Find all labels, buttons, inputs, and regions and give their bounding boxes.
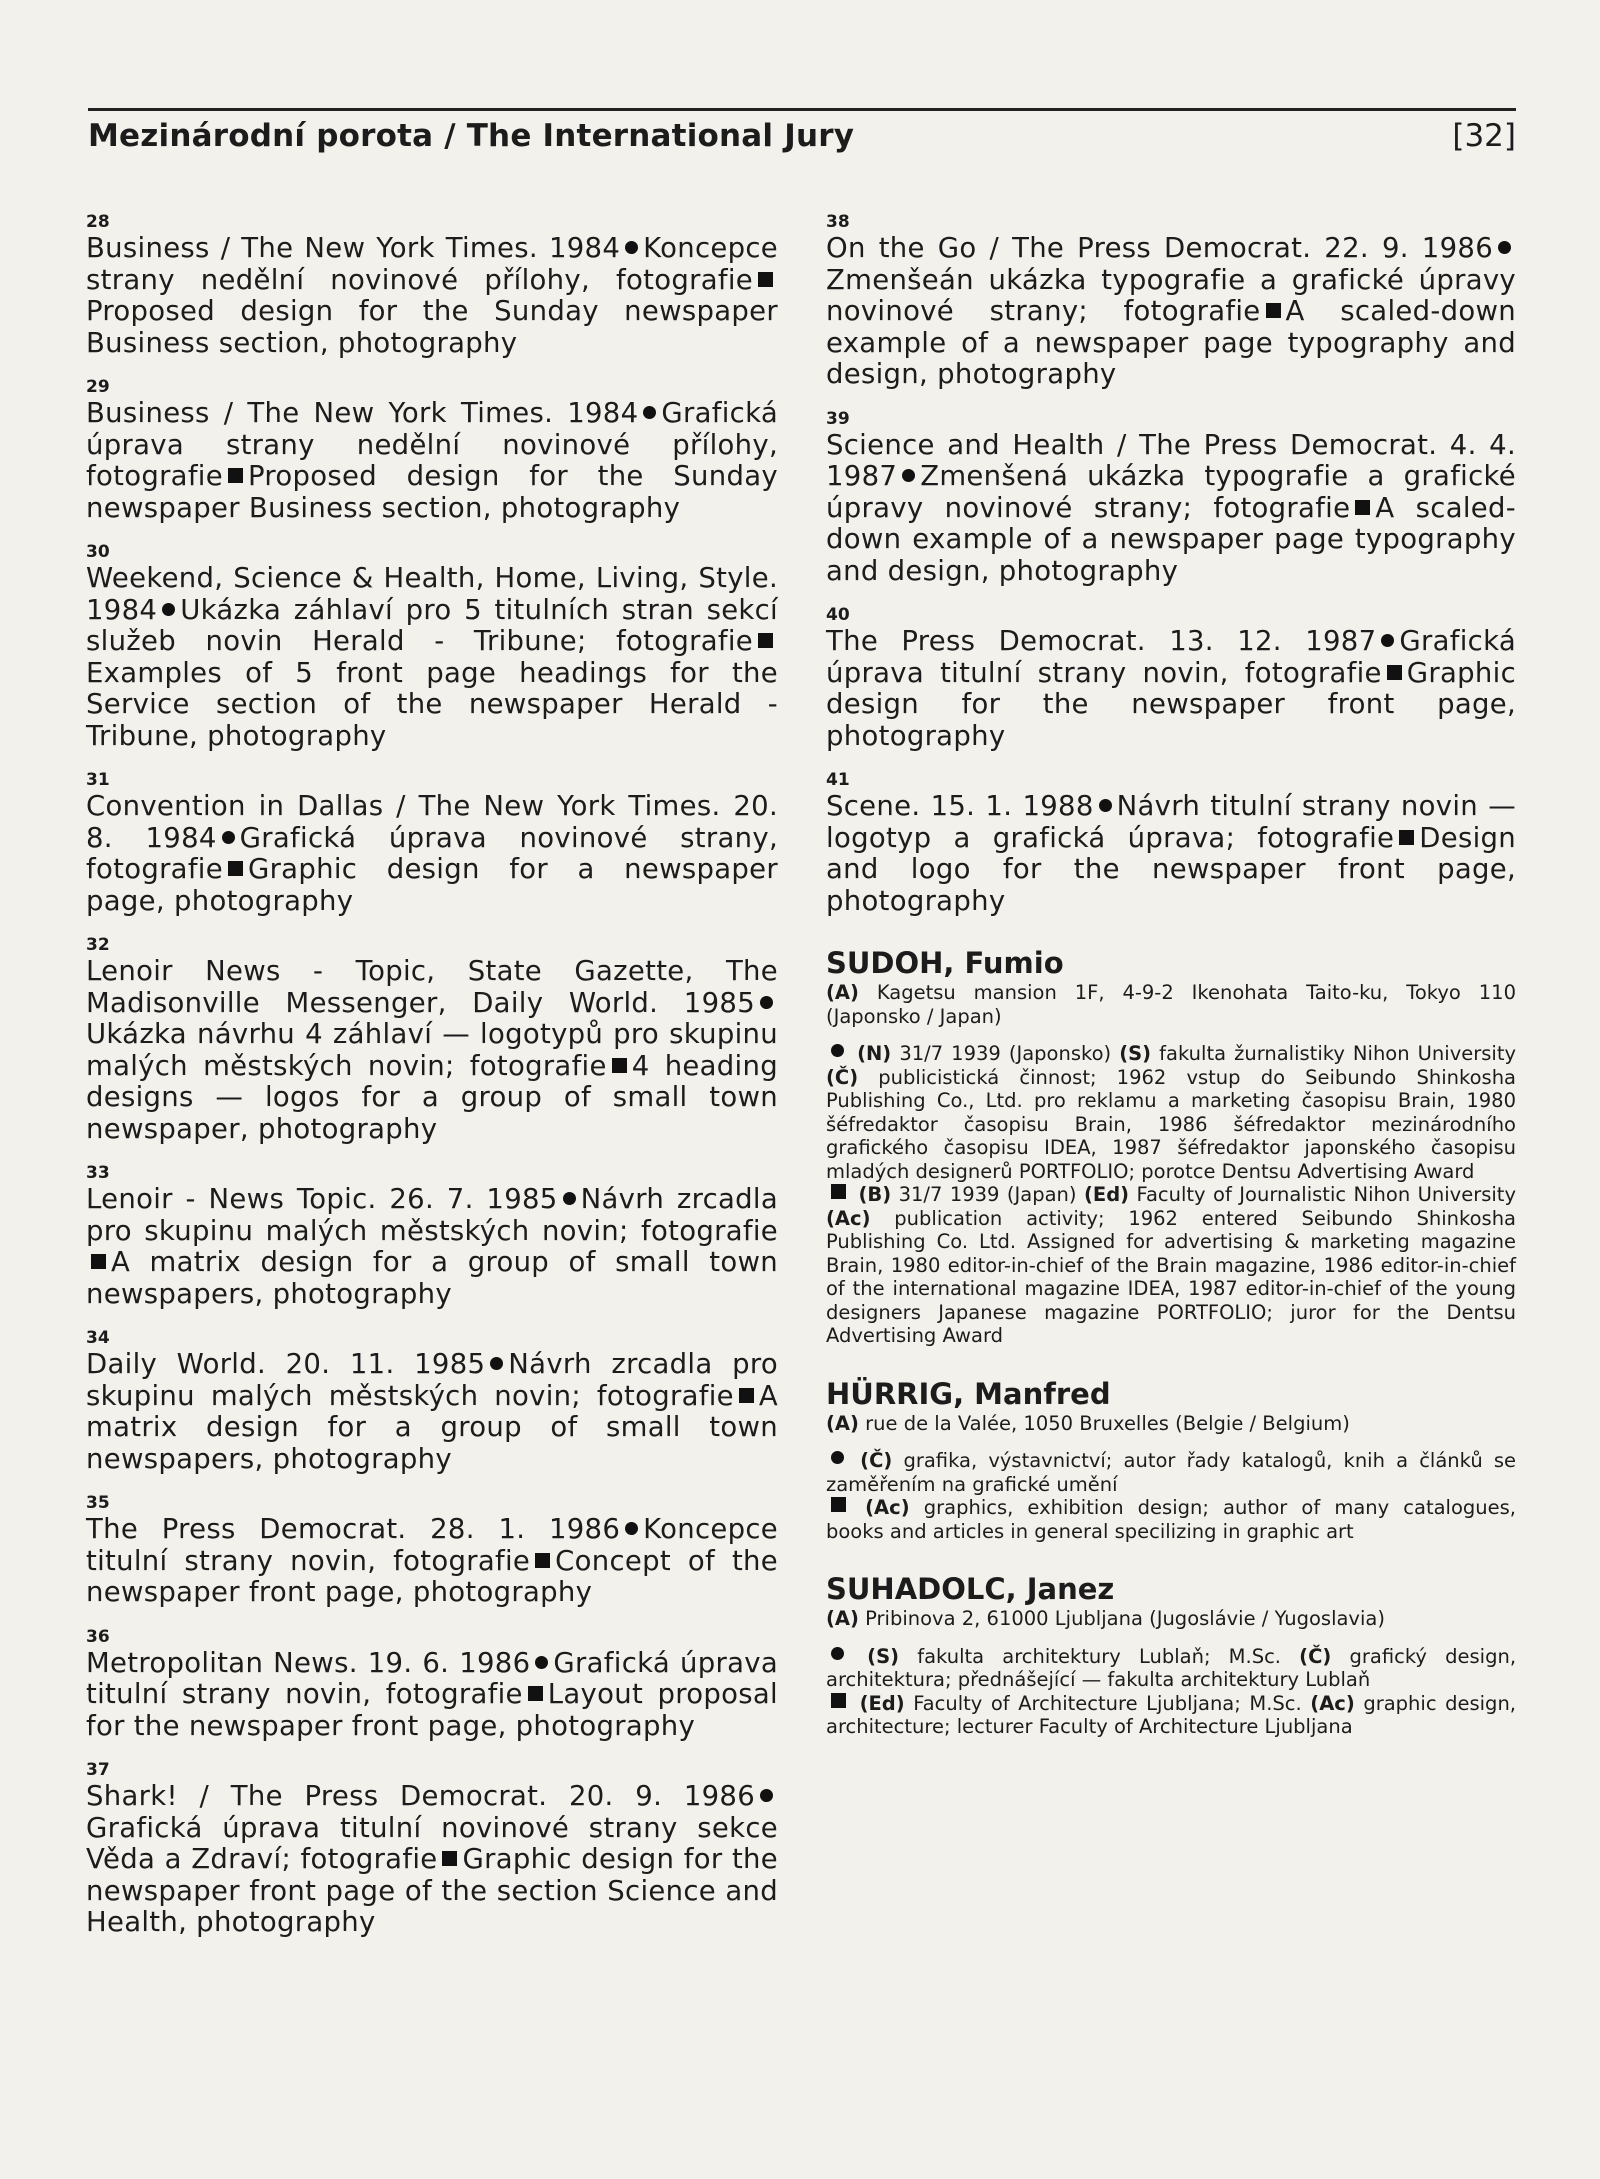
juror-bio-en xyxy=(826,1692,1516,1739)
bullet-icon xyxy=(625,1522,638,1535)
bio-label: (Ac) xyxy=(1310,1691,1355,1715)
entry-description-en: Proposed design for the Sunday newspaper Business section, photography xyxy=(86,295,778,359)
entry-title: Scene. 15. 1. 1988 xyxy=(826,790,1094,822)
page-number: [32] xyxy=(1452,118,1516,154)
entry-number: 33 xyxy=(86,1163,110,1183)
juror-block xyxy=(826,1571,1516,1739)
address-label: (A) xyxy=(826,1411,859,1435)
juror-address xyxy=(826,1412,1516,1436)
juror-bio-en xyxy=(826,1496,1516,1543)
entry-description-en: Examples of 5 front page headings for the Service section of the newspaper Herald - Tribune, photography xyxy=(86,656,778,752)
juror-bio-cz xyxy=(826,1645,1516,1692)
bio-text: fakulta architektury Lublaň; M.Sc. xyxy=(917,1644,1281,1668)
entry-item xyxy=(86,1493,778,1609)
bio-text: Faculty of Architecture Ljubljana; M.Sc. xyxy=(913,1691,1302,1715)
square-marker-icon xyxy=(442,1851,457,1866)
entry-title: The Press Democrat. 28. 1. 1986 xyxy=(86,1513,621,1545)
header-rule xyxy=(88,108,1516,111)
entry-description-cz: Grafická úprava titulní strany novin, fotografie xyxy=(86,1646,778,1710)
bio-label: (Ac) xyxy=(826,1206,871,1230)
entry-item xyxy=(86,1163,778,1310)
jury-members xyxy=(826,945,1516,1739)
bullet-icon xyxy=(535,1656,548,1669)
entry-description-cz: Grafická úprava titulní novinové strany sekce Věda a Zdraví; fotografie xyxy=(86,1811,778,1875)
bullet-icon xyxy=(760,996,773,1009)
bullet-icon xyxy=(490,1357,503,1370)
entry-number: 34 xyxy=(86,1328,110,1348)
bullet-icon xyxy=(162,603,175,616)
entry-item xyxy=(826,770,1516,917)
juror-name: SUHADOLC, Janez xyxy=(826,1572,1115,1606)
bullet-icon xyxy=(902,469,915,482)
bio-label: (B) xyxy=(858,1183,892,1206)
entry-number: 37 xyxy=(86,1760,110,1780)
entry-text xyxy=(86,1648,778,1743)
bullet-icon xyxy=(831,1451,844,1464)
square-marker-icon xyxy=(1399,830,1414,845)
entry-description-cz: Grafická úprava titulní strany novin, fotografie xyxy=(826,625,1516,689)
address-text: Pribinova 2, 61000 Ljubljana (Jugoslávie / Yugoslavia) xyxy=(865,1607,1385,1630)
entry-number: 32 xyxy=(86,935,110,955)
entry-description-en: Layout proposal for the newspaper front page, photography xyxy=(86,1678,778,1742)
juror-name: HÜRRIG, Manfred xyxy=(826,1376,1111,1411)
entry-text xyxy=(86,791,778,917)
address-text: rue de la Valée, 1050 Bruxelles (Belgie / Belgium) xyxy=(865,1411,1350,1435)
entry-description-cz: Koncepce strany nedělní novinové přílohy, fotografie xyxy=(86,232,778,296)
entry-item xyxy=(86,1627,778,1743)
entry-item xyxy=(86,1760,778,1939)
bio-label: (Ed) xyxy=(859,1691,905,1715)
entry-description-en: 4 heading designs — logos for a group of small town newspaper, photography xyxy=(86,1049,778,1145)
entry-description-cz: Návrh zrcadla pro skupinu malých městských novin; fotografie xyxy=(86,1348,778,1412)
entry-item xyxy=(86,542,778,752)
bio-label: (Č) xyxy=(1299,1644,1332,1668)
bullet-icon xyxy=(760,1789,773,1802)
entry-item xyxy=(86,935,778,1145)
entry-item xyxy=(86,770,778,917)
bio-label: (Č) xyxy=(860,1449,893,1472)
juror-bio-cz xyxy=(826,1449,1516,1496)
entry-description-en: Graphic design for the newspaper front page of the section Science and Health, photography xyxy=(86,1843,778,1938)
entry-description-cz: Koncepce titulní strany novin, fotografie xyxy=(86,1513,778,1577)
square-marker-icon xyxy=(739,1388,754,1403)
bio-text: publicistická činnost; 1962 vstup do Seibundo Shinkosha Publishing Co., Ltd. pro reklamu a marketing časopisu Brain, 1980 šéfredaktor časopisu Brain, 1986 šéfredaktor mezinárodního grafického časopisu IDEA, 1987 šéfredaktor japonského časopisu mladých designerů PORTFOLIO; porotce Dentsu Advertising Award xyxy=(826,1065,1516,1183)
entry-number: 28 xyxy=(86,212,110,232)
bio-label: (Ed) xyxy=(1083,1183,1130,1206)
entry-text xyxy=(86,1349,778,1475)
bio-text: graphic design, architecture; lecturer Faculty of Architecture Ljubljana xyxy=(826,1691,1516,1738)
entry-text xyxy=(86,398,778,524)
entry-description-cz: Ukázka záhlaví pro 5 titulních stran sekcí služeb novin Herald - Tribune; fotografie xyxy=(86,593,778,657)
bullet-icon xyxy=(222,831,235,844)
entry-description-cz: Grafická úprava strany nedělní novinové přílohy, fotografie xyxy=(86,397,778,492)
entry-number: 31 xyxy=(86,770,110,790)
entry-item xyxy=(86,1328,778,1475)
entry-number: 30 xyxy=(86,542,110,562)
bio-label: (S) xyxy=(867,1644,900,1668)
entry-item xyxy=(826,409,1516,588)
square-marker-icon xyxy=(535,1553,550,1568)
entry-text xyxy=(86,563,778,752)
entry-number: 29 xyxy=(86,377,110,397)
entry-description-en: A matrix design for a group of small town newspapers, photography xyxy=(86,1379,778,1475)
square-marker-icon xyxy=(831,1497,846,1512)
entry-description-en: A scaled-down example of a newspaper page typography and design, photography xyxy=(826,491,1516,587)
entry-text xyxy=(86,1184,778,1310)
juror-block xyxy=(826,945,1516,1348)
bio-text: graphics, exhibition design; author of many catalogues, books and articles in general specilizing in graphic art xyxy=(826,1496,1516,1543)
page-title: Mezinárodní porota / The International Jury xyxy=(88,118,855,154)
entry-description-cz: Ukázka návrhu 4 záhlaví — logotypů pro skupinu malých městských novin; fotografie xyxy=(86,1018,778,1082)
entry-number: 38 xyxy=(826,212,850,232)
entry-title: Lenoir - News Topic. 26. 7. 1985 xyxy=(86,1183,558,1215)
bullet-icon xyxy=(563,1192,576,1205)
bio-label: (Ac) xyxy=(865,1496,910,1519)
entry-description-en: Proposed design for the Sunday newspaper Business section, photography xyxy=(86,460,778,524)
juror-address xyxy=(826,1607,1516,1631)
address-label: (A) xyxy=(826,1607,859,1630)
entry-title: Weekend, Science & Health, Home, Living, Style. 1984 xyxy=(86,562,778,626)
square-marker-icon xyxy=(1387,665,1402,680)
entry-description-cz: Návrh zrcadla pro skupinu malých městských novin; fotografie xyxy=(86,1183,778,1247)
entry-title: The Press Democrat. 13. 12. 1987 xyxy=(826,625,1377,657)
square-marker-icon xyxy=(831,1184,846,1199)
bio-label: (Č) xyxy=(826,1065,859,1089)
bullet-icon xyxy=(625,241,638,254)
right-entries xyxy=(826,212,1516,917)
entry-description-en: Graphic design for the newspaper front page, photography xyxy=(826,656,1516,752)
bio-label: (S) xyxy=(1119,1042,1152,1065)
bio-text: grafický design, architektura; přednášející — fakulta architektury Lublaň xyxy=(826,1644,1517,1691)
juror-block xyxy=(826,1376,1516,1544)
entry-text xyxy=(86,1514,778,1609)
address-text: Kagetsu mansion 1F, 4-9-2 Ikenohata Taito-ku, Tokyo 110 (Japonsko / Japan) xyxy=(826,981,1516,1028)
bio-text: 31/7 1939 (Japonsko) xyxy=(899,1042,1112,1065)
juror-bio-en xyxy=(826,1183,1516,1348)
entry-description-cz: Zmenšeán ukázka typografie a grafické úpravy novinové strany; fotografie xyxy=(826,263,1516,327)
entry-description-en: A matrix design for a group of small town newspapers, photography xyxy=(86,1246,778,1310)
page-header xyxy=(88,118,1516,162)
entry-title: Business / The New York Times. 1984 xyxy=(86,232,621,264)
square-marker-icon xyxy=(1355,500,1370,515)
entry-number: 35 xyxy=(86,1493,110,1513)
entry-description-en: Graphic design for a newspaper page, photography xyxy=(86,853,778,917)
square-marker-icon xyxy=(758,272,773,287)
entry-text xyxy=(826,233,1516,391)
square-marker-icon xyxy=(91,1254,106,1269)
square-marker-icon xyxy=(528,1686,543,1701)
bio-text: 31/7 1939 (Japan) xyxy=(898,1183,1077,1206)
bio-text: grafika, výstavnictví; autor řady katalogů, knih a článků se zaměřením na grafické umění xyxy=(826,1449,1516,1496)
entry-title: Convention in Dallas / The New York Times. 20. 8. 1984 xyxy=(86,790,778,854)
bullet-icon xyxy=(1099,799,1112,812)
entry-description-en: Concept of the newspaper front page, photography xyxy=(86,1544,778,1608)
juror-name: SUDOH, Fumio xyxy=(826,946,1064,980)
bullet-icon xyxy=(1498,241,1511,254)
bio-text: publication activity; 1962 entered Seibundo Shinkosha Publishing Co. Ltd. Assigned for advertising & marketing magazine Brain, 1980 editor-in-chief of the Brain magazine, 1986 editor-in-chief of the international magazine IDEA, 1987 editor-in-chief of the young designers Japanese magazine PORTFOLIO; juror for the Dentsu Advertising Award xyxy=(826,1206,1516,1347)
entry-title: Science and Health / The Press Democrat. 4. 4. 1987 xyxy=(826,428,1516,492)
entry-title: On the Go / The Press Democrat. 22. 9. 1986 xyxy=(826,232,1493,264)
entry-text xyxy=(86,1781,778,1939)
square-marker-icon xyxy=(612,1058,627,1073)
entry-description-en: A scaled-down example of a newspaper page typography and design, photography xyxy=(826,295,1516,390)
entry-text xyxy=(826,791,1516,917)
bullet-icon xyxy=(1381,634,1394,647)
entry-item xyxy=(86,377,778,524)
bio-label: (N) xyxy=(857,1042,892,1065)
bullet-icon xyxy=(643,406,656,419)
entry-title: Shark! / The Press Democrat. 20. 9. 1986 xyxy=(86,1780,755,1812)
entry-number: 40 xyxy=(826,605,850,625)
entry-description-cz: Zmenšená ukázka typografie a grafické úpravy novinové strany; fotografie xyxy=(826,460,1516,524)
bio-text: fakulta žurnalistiky Nihon University xyxy=(1159,1042,1517,1065)
entry-item xyxy=(826,212,1516,391)
entry-text xyxy=(826,626,1516,752)
entry-text xyxy=(86,956,778,1145)
entry-text xyxy=(86,233,778,359)
entry-number: 41 xyxy=(826,770,850,790)
entry-title: Business / The New York Times. 1984 xyxy=(86,397,639,429)
bullet-icon xyxy=(831,1647,844,1660)
square-marker-icon xyxy=(831,1693,846,1708)
entry-item xyxy=(826,605,1516,752)
entry-item xyxy=(86,212,778,359)
juror-bio-cz xyxy=(826,1042,1516,1183)
entry-description-cz: Návrh titulní strany novin — logotyp a grafická úprava; fotografie xyxy=(826,790,1516,854)
square-marker-icon xyxy=(228,861,243,876)
square-marker-icon xyxy=(1266,303,1281,318)
entry-description-en: Design and logo for the newspaper front page, photography xyxy=(826,821,1516,917)
juror-address xyxy=(826,981,1516,1028)
entry-text xyxy=(826,430,1516,588)
square-marker-icon xyxy=(228,468,243,483)
address-label: (A) xyxy=(826,981,859,1004)
left-column xyxy=(86,212,778,1957)
entry-description-cz: Grafická úprava novinové strany, fotografie xyxy=(86,821,778,885)
right-column xyxy=(826,212,1516,1739)
entry-number: 39 xyxy=(826,408,850,429)
entry-title: Lenoir News - Topic, State Gazette, The Madisonville Messenger, Daily World. 1985 xyxy=(86,955,778,1019)
bullet-icon xyxy=(831,1044,844,1057)
entry-title: Metropolitan News. 19. 6. 1986 xyxy=(86,1646,531,1679)
entry-title: Daily World. 20. 11. 1985 xyxy=(86,1348,486,1380)
square-marker-icon xyxy=(758,633,773,648)
bio-text: Faculty of Journalistic Nihon University xyxy=(1136,1183,1516,1206)
entry-number: 36 xyxy=(86,1626,110,1647)
